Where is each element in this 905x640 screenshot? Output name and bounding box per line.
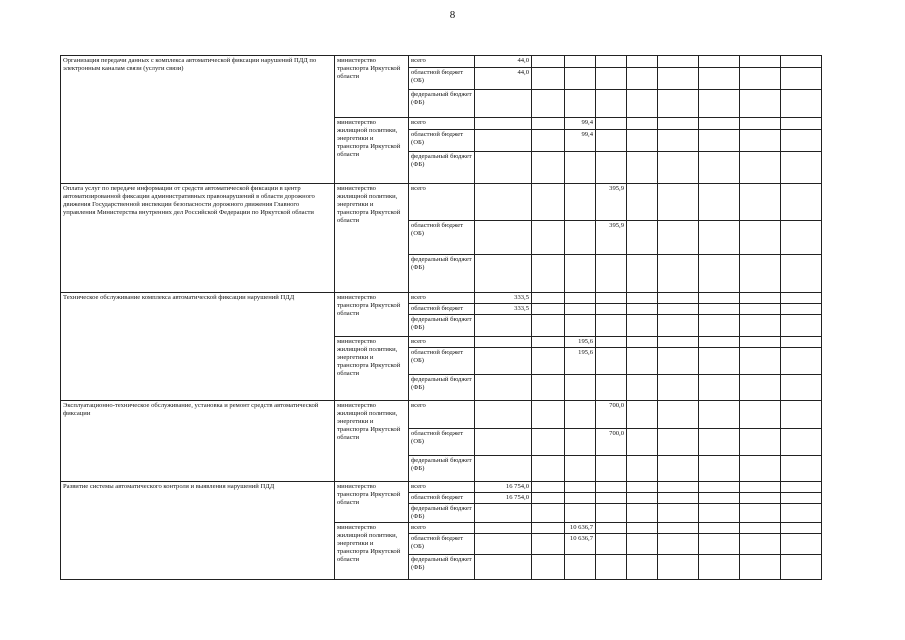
- value-cell: [740, 337, 781, 348]
- value-cell: [699, 118, 740, 130]
- value-cell: [781, 555, 822, 580]
- funding-source-cell: всего: [409, 184, 475, 221]
- value-cell: [658, 523, 699, 534]
- value-cell: [699, 493, 740, 504]
- value-cell: [781, 90, 822, 118]
- value-cell: [699, 523, 740, 534]
- table-row: [61, 401, 866, 429]
- value-cell: [781, 118, 822, 130]
- value-cell: 10 636,7: [565, 523, 596, 534]
- value-cell: [658, 337, 699, 348]
- value-cell: [658, 255, 699, 293]
- value-cell: [658, 293, 699, 304]
- value-cell: [740, 56, 781, 68]
- value-cell: 700,0: [596, 401, 627, 429]
- value-cell: [532, 493, 565, 504]
- value-cell: [475, 555, 532, 580]
- value-cell: [475, 130, 532, 152]
- value-cell: [740, 304, 781, 315]
- value-cell: [740, 456, 781, 482]
- value-cell: [740, 493, 781, 504]
- value-cell: [658, 221, 699, 255]
- value-cell: [658, 375, 699, 401]
- value-cell: [658, 152, 699, 184]
- value-cell: [532, 401, 565, 429]
- value-cell: [658, 118, 699, 130]
- value-cell: [475, 118, 532, 130]
- value-cell: [532, 255, 565, 293]
- funding-source-cell: всего: [409, 337, 475, 348]
- value-cell: [781, 255, 822, 293]
- value-cell: [532, 221, 565, 255]
- value-cell: [596, 493, 627, 504]
- value-cell: [627, 293, 658, 304]
- value-cell: 99,4: [565, 118, 596, 130]
- value-cell: [740, 555, 781, 580]
- value-cell: [627, 504, 658, 523]
- value-cell: [658, 348, 699, 375]
- value-cell: [699, 555, 740, 580]
- value-cell: [699, 482, 740, 493]
- value-cell: [627, 429, 658, 456]
- value-cell: [565, 482, 596, 493]
- value-cell: [740, 118, 781, 130]
- value-cell: 700,0: [596, 429, 627, 456]
- value-cell: [627, 375, 658, 401]
- value-cell: [565, 375, 596, 401]
- value-cell: [658, 68, 699, 90]
- value-cell: [627, 90, 658, 118]
- value-cell: [565, 221, 596, 255]
- value-cell: [740, 429, 781, 456]
- value-cell: [596, 555, 627, 580]
- value-cell: [475, 255, 532, 293]
- value-cell: [658, 90, 699, 118]
- value-cell: [699, 90, 740, 118]
- value-cell: 99,4: [565, 130, 596, 152]
- value-cell: [596, 152, 627, 184]
- value-cell: [781, 337, 822, 348]
- value-cell: 44,0: [475, 68, 532, 90]
- executor-cell: министерство жилищной политики, энергетики и транспорта Иркутской области: [335, 523, 409, 580]
- value-cell: [627, 348, 658, 375]
- value-cell: [627, 255, 658, 293]
- value-cell: [627, 456, 658, 482]
- value-cell: [699, 221, 740, 255]
- value-cell: [475, 315, 532, 337]
- value-cell: [740, 293, 781, 304]
- value-cell: [475, 348, 532, 375]
- value-cell: [699, 130, 740, 152]
- funding-source-cell: федеральный бюджет (ФБ): [409, 555, 475, 580]
- funding-source-cell: федеральный бюджет (ФБ): [409, 90, 475, 118]
- value-cell: [740, 255, 781, 293]
- executor-cell: министерство транспорта Иркутской области: [335, 482, 409, 523]
- value-cell: [627, 130, 658, 152]
- value-cell: [781, 375, 822, 401]
- value-cell: [699, 348, 740, 375]
- value-cell: [475, 504, 532, 523]
- value-cell: [699, 375, 740, 401]
- value-cell: [627, 68, 658, 90]
- value-cell: [596, 523, 627, 534]
- measure-name-cell: Развитие системы автоматического контроля и выявления нарушений ПДД: [61, 482, 335, 580]
- executor-cell: министерство жилищной политики, энергетики и транспорта Иркутской области: [335, 184, 409, 293]
- value-cell: [740, 130, 781, 152]
- value-cell: [658, 482, 699, 493]
- value-cell: [565, 255, 596, 293]
- funding-source-cell: федеральный бюджет (ФБ): [409, 375, 475, 401]
- value-cell: [596, 304, 627, 315]
- value-cell: [596, 534, 627, 555]
- value-cell: [740, 482, 781, 493]
- value-cell: [740, 401, 781, 429]
- value-cell: [740, 315, 781, 337]
- value-cell: [781, 429, 822, 456]
- value-cell: [658, 184, 699, 221]
- value-cell: 195,6: [565, 348, 596, 375]
- value-cell: [532, 90, 565, 118]
- value-cell: [532, 152, 565, 184]
- value-cell: [565, 401, 596, 429]
- value-cell: [627, 401, 658, 429]
- value-cell: [596, 118, 627, 130]
- funding-source-cell: всего: [409, 482, 475, 493]
- value-cell: [596, 337, 627, 348]
- value-cell: [627, 315, 658, 337]
- value-cell: [699, 68, 740, 90]
- executor-cell: министерство жилищной политики, энергетики и транспорта Иркутской области: [335, 118, 409, 184]
- value-cell: [740, 68, 781, 90]
- value-cell: [565, 456, 596, 482]
- page-number: 8: [449, 9, 456, 21]
- value-cell: [565, 429, 596, 456]
- value-cell: [596, 90, 627, 118]
- value-cell: [532, 118, 565, 130]
- funding-source-cell: федеральный бюджет (ФБ): [409, 504, 475, 523]
- value-cell: [475, 534, 532, 555]
- value-cell: [740, 523, 781, 534]
- value-cell: [565, 152, 596, 184]
- value-cell: [627, 493, 658, 504]
- value-cell: [532, 375, 565, 401]
- measure-name-cell: Техническое обслуживание комплекса автоматической фиксации нарушений ПДД: [61, 293, 335, 401]
- value-cell: [596, 348, 627, 375]
- value-cell: [658, 401, 699, 429]
- value-cell: [781, 456, 822, 482]
- value-cell: [532, 184, 565, 221]
- value-cell: [699, 304, 740, 315]
- value-cell: [781, 493, 822, 504]
- funding-source-cell: областной бюджет (ОБ): [409, 221, 475, 255]
- value-cell: [532, 304, 565, 315]
- value-cell: [699, 337, 740, 348]
- value-cell: [699, 504, 740, 523]
- value-cell: [532, 534, 565, 555]
- funding-source-cell: областной бюджет (ОБ): [409, 429, 475, 456]
- value-cell: [781, 504, 822, 523]
- value-cell: [658, 493, 699, 504]
- value-cell: [532, 315, 565, 337]
- value-cell: [658, 534, 699, 555]
- value-cell: [532, 555, 565, 580]
- value-cell: [565, 68, 596, 90]
- funding-source-cell: всего: [409, 523, 475, 534]
- value-cell: [658, 504, 699, 523]
- value-cell: [532, 68, 565, 90]
- value-cell: [475, 152, 532, 184]
- value-cell: [475, 184, 532, 221]
- executor-cell: министерство транспорта Иркутской области: [335, 56, 409, 118]
- value-cell: [532, 130, 565, 152]
- measure-name-cell: Оплата услуг по передаче информации от средств автоматической фиксации в центр автоматизированной фиксации административных правонарушений в области дорожного движения Государственной инспекции безопасности дорожного движения Главного управления Министерства внутренних дел Российской Федерации по Иркутской области: [61, 184, 335, 293]
- value-cell: [781, 534, 822, 555]
- value-cell: [532, 429, 565, 456]
- value-cell: [627, 304, 658, 315]
- value-cell: [565, 315, 596, 337]
- value-cell: [781, 221, 822, 255]
- value-cell: [532, 293, 565, 304]
- funding-source-cell: всего: [409, 401, 475, 429]
- value-cell: [532, 523, 565, 534]
- value-cell: [565, 504, 596, 523]
- value-cell: [475, 90, 532, 118]
- value-cell: [565, 304, 596, 315]
- value-cell: [475, 429, 532, 456]
- funding-source-cell: областной бюджет (ОБ): [409, 68, 475, 90]
- value-cell: [781, 315, 822, 337]
- value-cell: [781, 130, 822, 152]
- value-cell: [627, 56, 658, 68]
- value-cell: [699, 293, 740, 304]
- value-cell: [781, 184, 822, 221]
- value-cell: [596, 456, 627, 482]
- value-cell: 10 636,7: [565, 534, 596, 555]
- value-cell: [658, 130, 699, 152]
- funding-source-cell: всего: [409, 56, 475, 68]
- value-cell: [699, 534, 740, 555]
- funding-source-cell: областной бюджет (ОБ): [409, 534, 475, 555]
- value-cell: [699, 255, 740, 293]
- value-cell: 333,5: [475, 293, 532, 304]
- value-cell: [596, 293, 627, 304]
- value-cell: [627, 184, 658, 221]
- value-cell: [475, 456, 532, 482]
- value-cell: [740, 348, 781, 375]
- funding-source-cell: областной бюджет (ОБ): [409, 130, 475, 152]
- value-cell: 395,9: [596, 184, 627, 221]
- value-cell: [699, 56, 740, 68]
- value-cell: [781, 56, 822, 68]
- value-cell: [781, 293, 822, 304]
- value-cell: [532, 56, 565, 68]
- value-cell: [699, 456, 740, 482]
- value-cell: [658, 315, 699, 337]
- value-cell: [565, 555, 596, 580]
- value-cell: 44,0: [475, 56, 532, 68]
- value-cell: [532, 348, 565, 375]
- value-cell: [740, 221, 781, 255]
- measure-name-cell: Эксплуатационно-техническое обслуживание, установка и ремонт средств автоматической фиксации: [61, 401, 335, 482]
- value-cell: [781, 523, 822, 534]
- value-cell: [658, 304, 699, 315]
- value-cell: [565, 56, 596, 68]
- value-cell: [658, 56, 699, 68]
- value-cell: [740, 152, 781, 184]
- value-cell: [475, 375, 532, 401]
- value-cell: [565, 493, 596, 504]
- value-cell: [627, 523, 658, 534]
- value-cell: [565, 90, 596, 118]
- table-row: [61, 56, 866, 68]
- value-cell: 395,9: [596, 221, 627, 255]
- value-cell: [699, 401, 740, 429]
- value-cell: [475, 221, 532, 255]
- value-cell: [596, 56, 627, 68]
- table-row: [61, 184, 866, 221]
- funding-source-cell: всего: [409, 293, 475, 304]
- value-cell: [627, 482, 658, 493]
- value-cell: [740, 504, 781, 523]
- measure-name-cell: Организация передачи данных с комплекса автоматической фиксации нарушений ПДД по электронным каналам связи (услуги связи): [61, 56, 335, 184]
- funding-source-cell: областной бюджет (ОБ): [409, 348, 475, 375]
- value-cell: [699, 429, 740, 456]
- value-cell: [781, 68, 822, 90]
- funding-source-cell: федеральный бюджет (ФБ): [409, 315, 475, 337]
- value-cell: [532, 337, 565, 348]
- value-cell: [475, 337, 532, 348]
- value-cell: [596, 68, 627, 90]
- value-cell: [627, 152, 658, 184]
- funding-source-cell: федеральный бюджет (ФБ): [409, 255, 475, 293]
- value-cell: [740, 534, 781, 555]
- value-cell: [596, 315, 627, 337]
- value-cell: [627, 337, 658, 348]
- value-cell: [565, 293, 596, 304]
- value-cell: [627, 118, 658, 130]
- value-cell: [532, 456, 565, 482]
- funding-source-cell: областной бюджет: [409, 493, 475, 504]
- value-cell: [740, 375, 781, 401]
- value-cell: [627, 555, 658, 580]
- executor-cell: министерство жилищной политики, энергетики и транспорта Иркутской области: [335, 337, 409, 401]
- value-cell: [781, 152, 822, 184]
- funding-source-cell: всего: [409, 118, 475, 130]
- value-cell: 16 754,0: [475, 482, 532, 493]
- value-cell: [781, 401, 822, 429]
- table-row: [61, 293, 866, 304]
- value-cell: [532, 504, 565, 523]
- value-cell: [596, 130, 627, 152]
- funding-source-cell: федеральный бюджет (ФБ): [409, 152, 475, 184]
- value-cell: [740, 184, 781, 221]
- value-cell: [532, 482, 565, 493]
- value-cell: [781, 348, 822, 375]
- value-cell: [740, 90, 781, 118]
- value-cell: [699, 152, 740, 184]
- table-row: [61, 482, 866, 493]
- value-cell: [658, 429, 699, 456]
- budget-table: [60, 55, 866, 580]
- funding-source-cell: областной бюджет: [409, 304, 475, 315]
- value-cell: 333,5: [475, 304, 532, 315]
- value-cell: [596, 482, 627, 493]
- value-cell: [565, 184, 596, 221]
- value-cell: 195,6: [565, 337, 596, 348]
- value-cell: [627, 221, 658, 255]
- funding-source-cell: федеральный бюджет (ФБ): [409, 456, 475, 482]
- value-cell: [781, 482, 822, 493]
- value-cell: [781, 304, 822, 315]
- value-cell: [596, 375, 627, 401]
- value-cell: [658, 555, 699, 580]
- value-cell: [699, 184, 740, 221]
- executor-cell: министерство транспорта Иркутской области: [335, 293, 409, 337]
- value-cell: [658, 456, 699, 482]
- value-cell: [699, 315, 740, 337]
- value-cell: [475, 523, 532, 534]
- value-cell: [627, 534, 658, 555]
- executor-cell: министерство жилищной политики, энергетики и транспорта Иркутской области: [335, 401, 409, 482]
- value-cell: 16 754,0: [475, 493, 532, 504]
- value-cell: [596, 255, 627, 293]
- value-cell: [475, 401, 532, 429]
- value-cell: [596, 504, 627, 523]
